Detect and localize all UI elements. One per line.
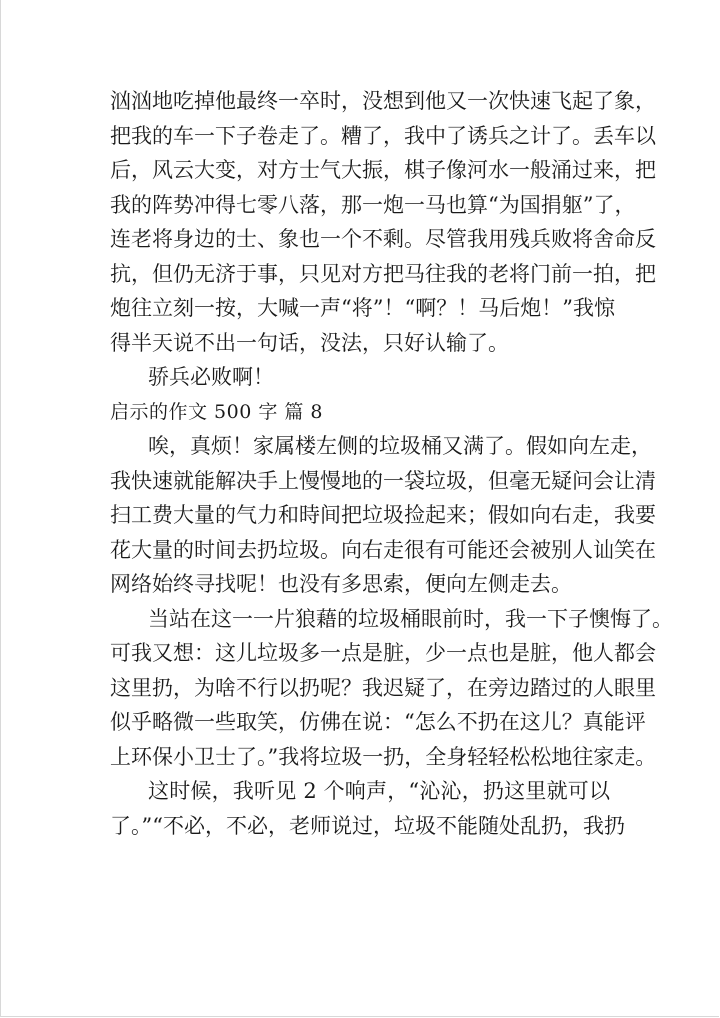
text-line: 连老将身边的士、象也一个不剩。尽管我用残兵败将舍命反 — [110, 227, 656, 251]
text-line: 扫工费大量的气力和時间把垃圾捡起来；假如向右走，我要 — [110, 503, 656, 527]
text-line: 我快速就能解决手上慢慢地的一袋垃圾，但毫无疑问会让清 — [110, 468, 656, 493]
text-line: 花大量的时间去扔垃圾。向右走很有可能还会被别人讪笑在 — [110, 537, 656, 562]
text-line: 网络始终寻找呢！也没有多思索，便向左侧走去。 — [110, 572, 572, 596]
text-line: 我的阵势冲得七零八落，那一炮一马也算“为国捐躯”了， — [110, 192, 636, 217]
text-line: 汹汹地吃掉他最终一卒时，没想到他又一次快速飞起了象， — [110, 89, 656, 113]
text-line: 可我又想：这儿垃圾多一点是脏，少一点也是脏，他人都会 — [110, 641, 656, 665]
document-body — [110, 84, 673, 843]
text-line: 骄兵必败啊！ — [148, 365, 274, 389]
text-line: 当站在这一一片狼藉的垃圾桶眼前时，我一下子懊悔了。 — [148, 606, 673, 631]
text-line: 这里扔，为啥不行以扔呢？我迟疑了，在旁边踏过的人眼里 — [110, 675, 656, 700]
text-line: 唉，真烦！家属楼左侧的垃圾桶又满了。假如向左走， — [148, 434, 652, 458]
text-line: 上环保小卫士了。”我将垃圾一扔，全身轻轻松松地往家走。 — [110, 744, 657, 769]
text-line: 得半天说不出一句话，没法，只好认输了。 — [110, 330, 509, 355]
text-line: 这时候，我听见 2 个响声，“沁沁，扔这里就可以 — [148, 779, 610, 803]
text-line: 炮往立刻一按，大喊一声“将”！“啊？！马后炮！”我惊 — [110, 296, 615, 320]
text-line: 后，风云大变，对方士气大振，棋子像河水一般涌过来，把 — [110, 158, 656, 182]
section-heading: 启示的作文 500 字 篇 8 — [110, 400, 324, 423]
text-line: 抗，但仍无济于事，只见对方把马往我的老将门前一拍，把 — [110, 261, 656, 286]
text-line: 似乎略微一些取笑，仿佛在说：“怎么不扔在这儿？真能评 — [110, 710, 646, 734]
text-line: 了。”“不必，不必，老师说过，垃圾不能随处乱扔，我扔 — [110, 813, 625, 838]
text-line: 把我的车一下子卷走了。糟了，我中了诱兵之计了。丢车以 — [110, 123, 656, 148]
